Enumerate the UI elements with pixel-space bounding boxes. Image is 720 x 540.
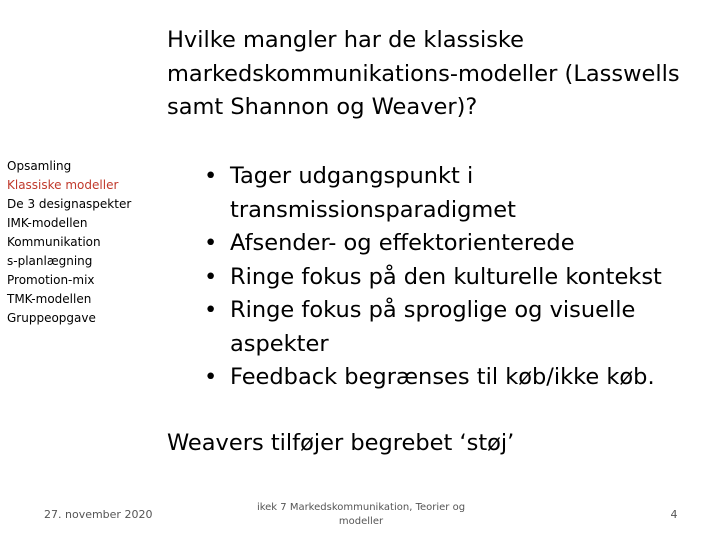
bullet-item bbox=[204, 361, 704, 395]
footer-course-title: ikek 7 Markedskommunikation, Teorier og modeller bbox=[256, 502, 466, 527]
bullet-text: Ringe fokus på sproglige og visuelle aspekter bbox=[230, 297, 636, 357]
sidebar-item-gruppeopgave[interactable]: Gruppeopgave bbox=[7, 311, 96, 325]
bullet-marker: • bbox=[204, 163, 218, 189]
slide-title: Hvilke mangler har de klassiske markedskommunikations-modeller (Lasswells samt Shannon og Weaver)? bbox=[167, 27, 680, 120]
sidebar-item-designaspekter[interactable]: De 3 designaspekter bbox=[7, 197, 132, 211]
bullet-marker: • bbox=[204, 230, 218, 256]
bullet-item bbox=[204, 294, 704, 361]
sidebar-item-tmk-modellen[interactable]: TMK-modellen bbox=[7, 292, 92, 306]
bullet-text: Feedback begrænses til køb/ikke køb. bbox=[230, 364, 655, 390]
sidebar-nav bbox=[7, 157, 157, 328]
sidebar-item-imk-modellen[interactable]: IMK-modellen bbox=[7, 216, 88, 230]
sidebar-item-kommunikationsplanlaegning[interactable] bbox=[7, 233, 157, 271]
sidebar-item-opsamling[interactable]: Opsamling bbox=[7, 159, 72, 173]
bullet-marker: • bbox=[204, 364, 218, 390]
bullet-marker: • bbox=[204, 263, 218, 290]
page-number: 4 bbox=[670, 508, 678, 521]
bullet-item bbox=[204, 160, 704, 227]
bullet-text: Tager udgangspunkt i transmissionsparadigmet bbox=[230, 163, 516, 223]
sidebar-item-klassiske-modeller[interactable]: Klassiske modeller bbox=[7, 178, 119, 192]
bullet-marker: • bbox=[204, 297, 218, 323]
bullet-item bbox=[204, 261, 704, 295]
sidebar-item-kommunikationsplanlaegning-label: Kommunikations-planlægning bbox=[7, 235, 101, 268]
bullet-text: Ringe fokus på den kulturelle kontekst bbox=[230, 263, 662, 290]
sidebar-item-promotion-mix[interactable]: Promotion-mix bbox=[7, 273, 95, 287]
bullet-item bbox=[204, 227, 704, 261]
footer-date: 27. november 2020 bbox=[44, 508, 153, 521]
bullet-list bbox=[204, 160, 704, 395]
weaver-noise-note: Weavers tilføjer begrebet ‘støj’ bbox=[167, 430, 515, 456]
bullet-text: Afsender- og effektorienterede bbox=[230, 230, 575, 256]
